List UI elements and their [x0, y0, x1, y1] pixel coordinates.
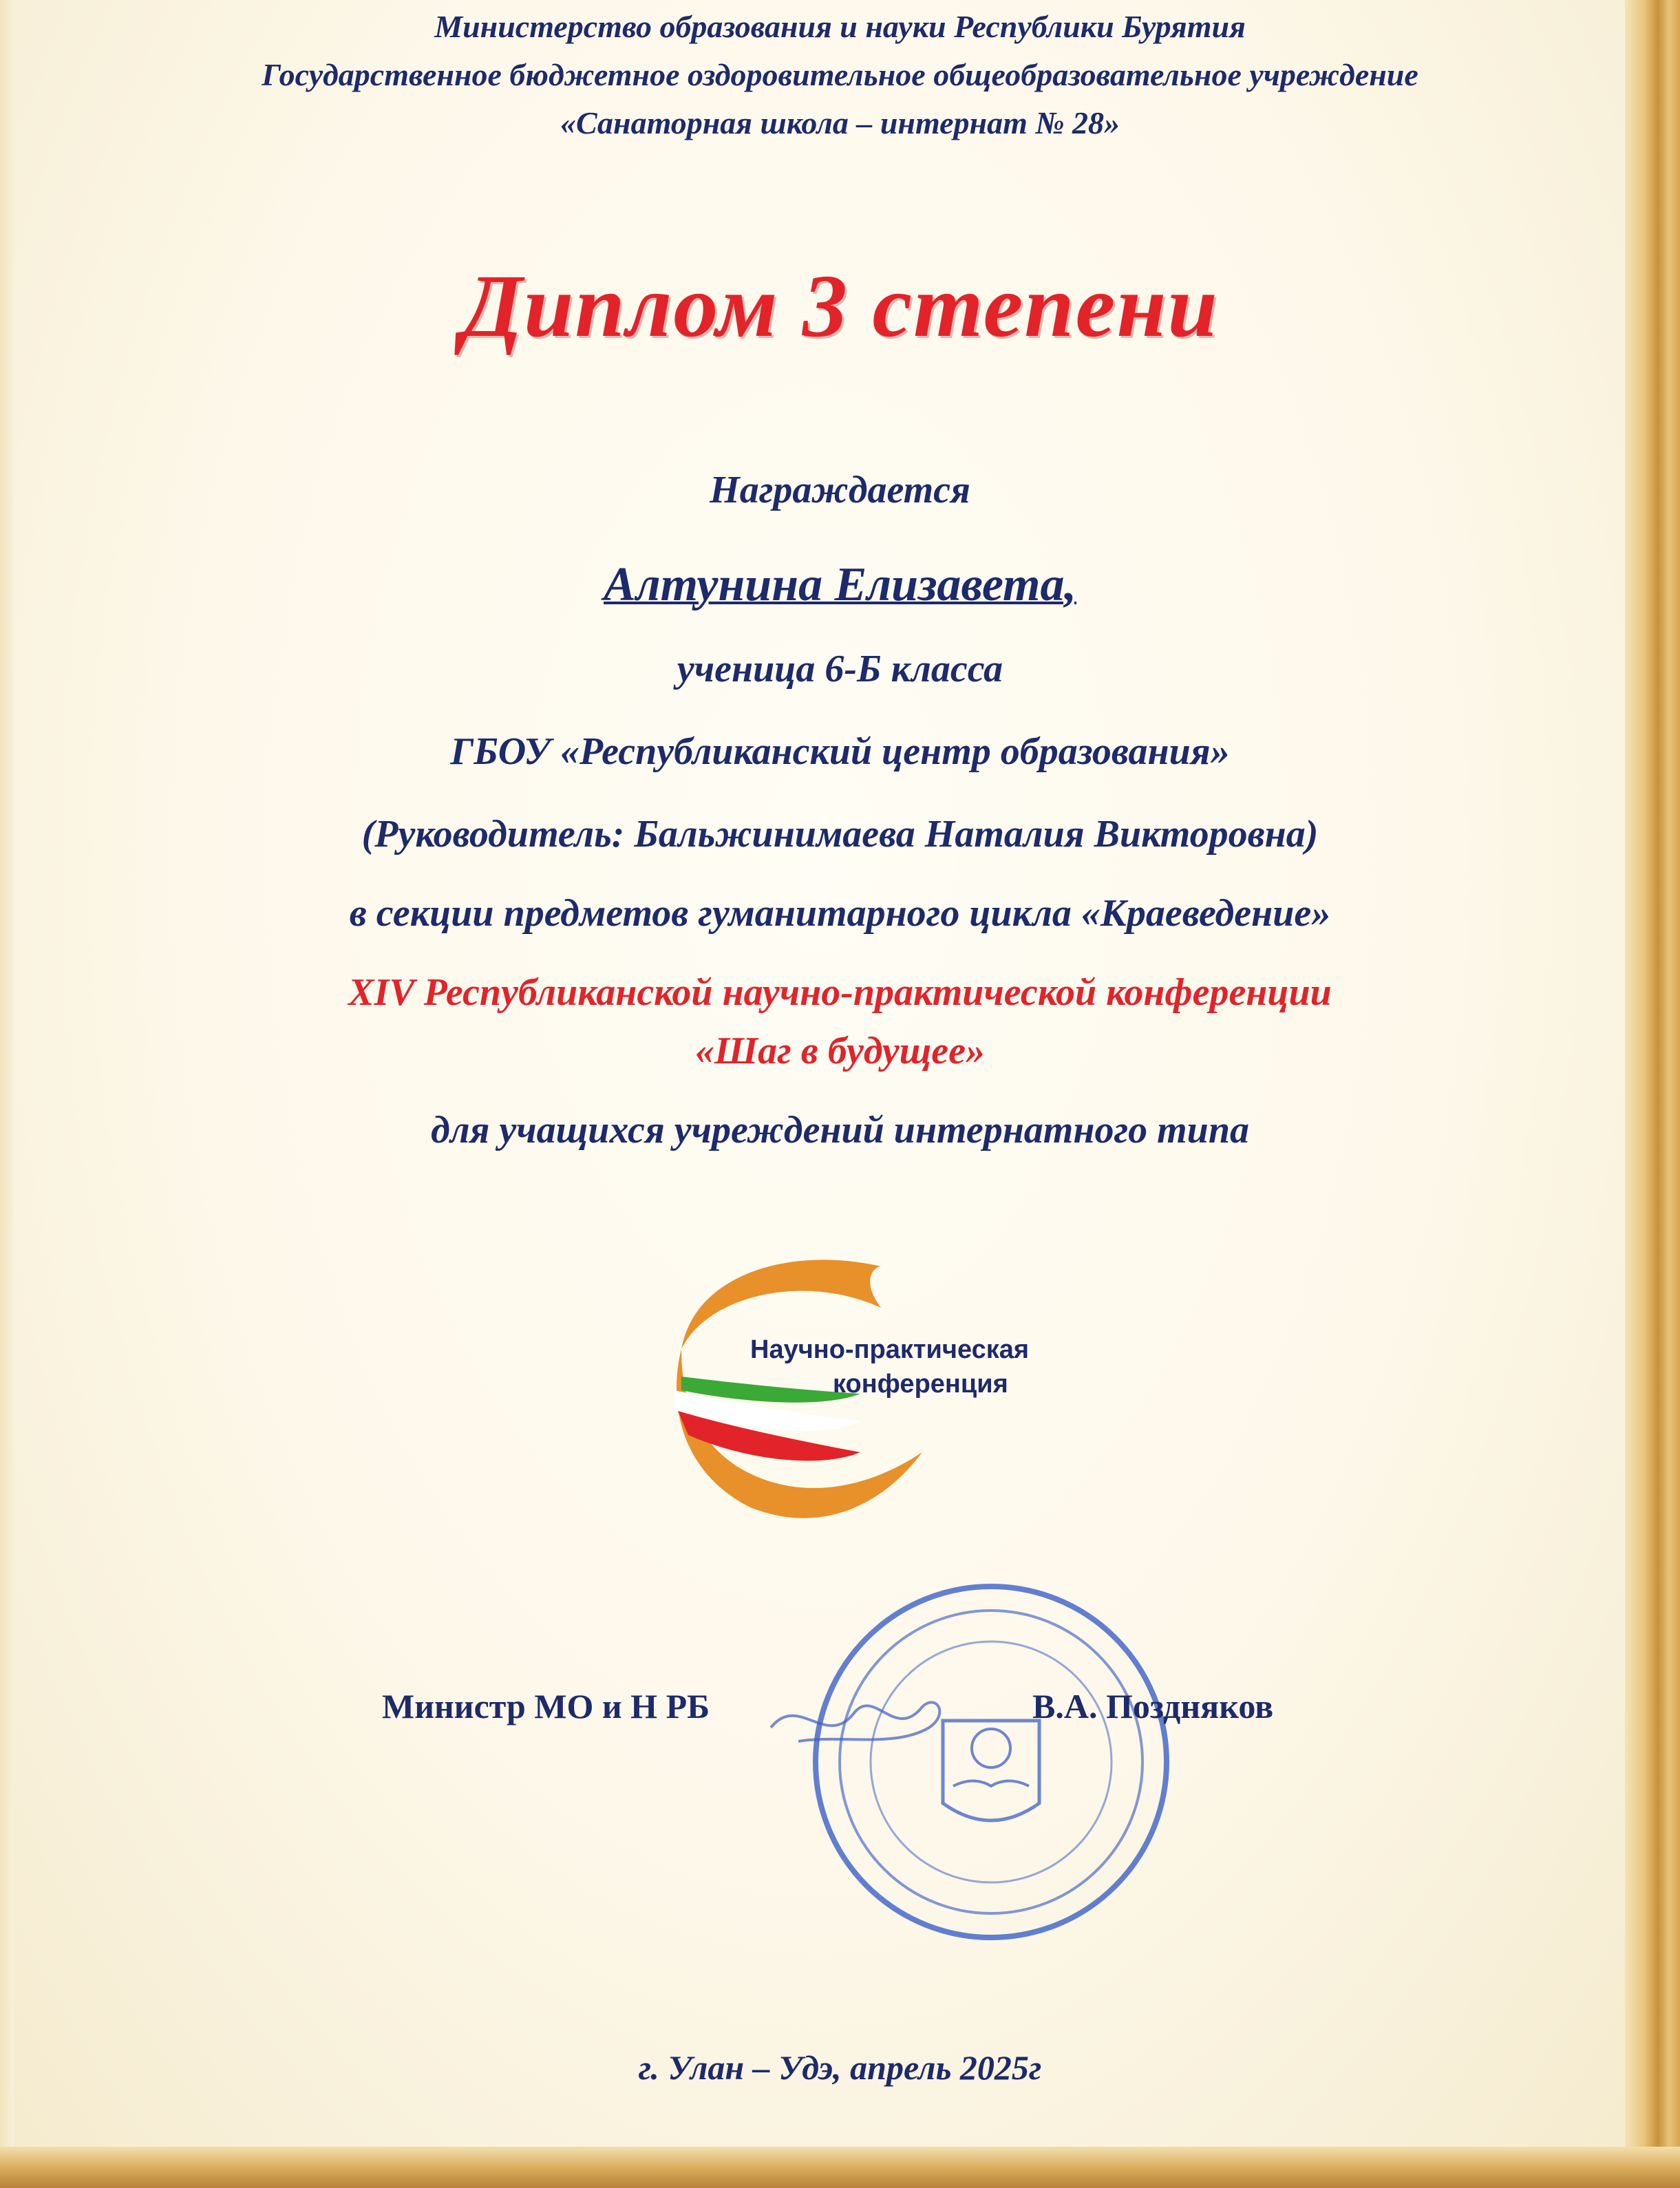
diploma-title: Диплом 3 степени	[461, 257, 1219, 356]
signature-icon	[757, 1666, 964, 1769]
logo-text-1: Научно-практическая	[750, 1335, 1030, 1364]
header-school: «Санаторная школа – интернат № 28»	[560, 105, 1120, 140]
header-ministry: Министерство образования и науки Республики Бурятия	[434, 9, 1246, 44]
school-name: ГБОУ «Республиканский центр образования»	[450, 730, 1230, 773]
decorative-border-bottom	[0, 2147, 1680, 2188]
signatory-name: В.А. Поздняков	[1032, 1687, 1274, 1725]
logo-text-2: конференция	[833, 1370, 1008, 1399]
footer-place-date: г. Улан – Удэ, апрель 2025г	[638, 2048, 1042, 2087]
awarded-label: Награждается	[710, 469, 970, 511]
header-institution: Государственное бюджетное оздоровительное общеобразовательное учреждение	[262, 57, 1418, 92]
student-class: ученица 6-Б класса	[677, 648, 1003, 690]
section-line: в секции предметов гуманитарного цикла «Краеведение»	[349, 892, 1331, 935]
conference-name: «Шаг в будущее»	[695, 1030, 985, 1072]
signatory-title: Министр МО и Н РБ	[382, 1687, 710, 1725]
audience-line: для учащихся учреждений интернатного типа	[431, 1109, 1249, 1151]
recipient-name: Алтунина Елизавета,	[604, 558, 1076, 611]
conference-title: XIV Республиканской научно-практической конференции	[348, 971, 1332, 1014]
supervisor: (Руководитель: Бальжинимаева Наталия Викторовна)	[361, 813, 1319, 856]
